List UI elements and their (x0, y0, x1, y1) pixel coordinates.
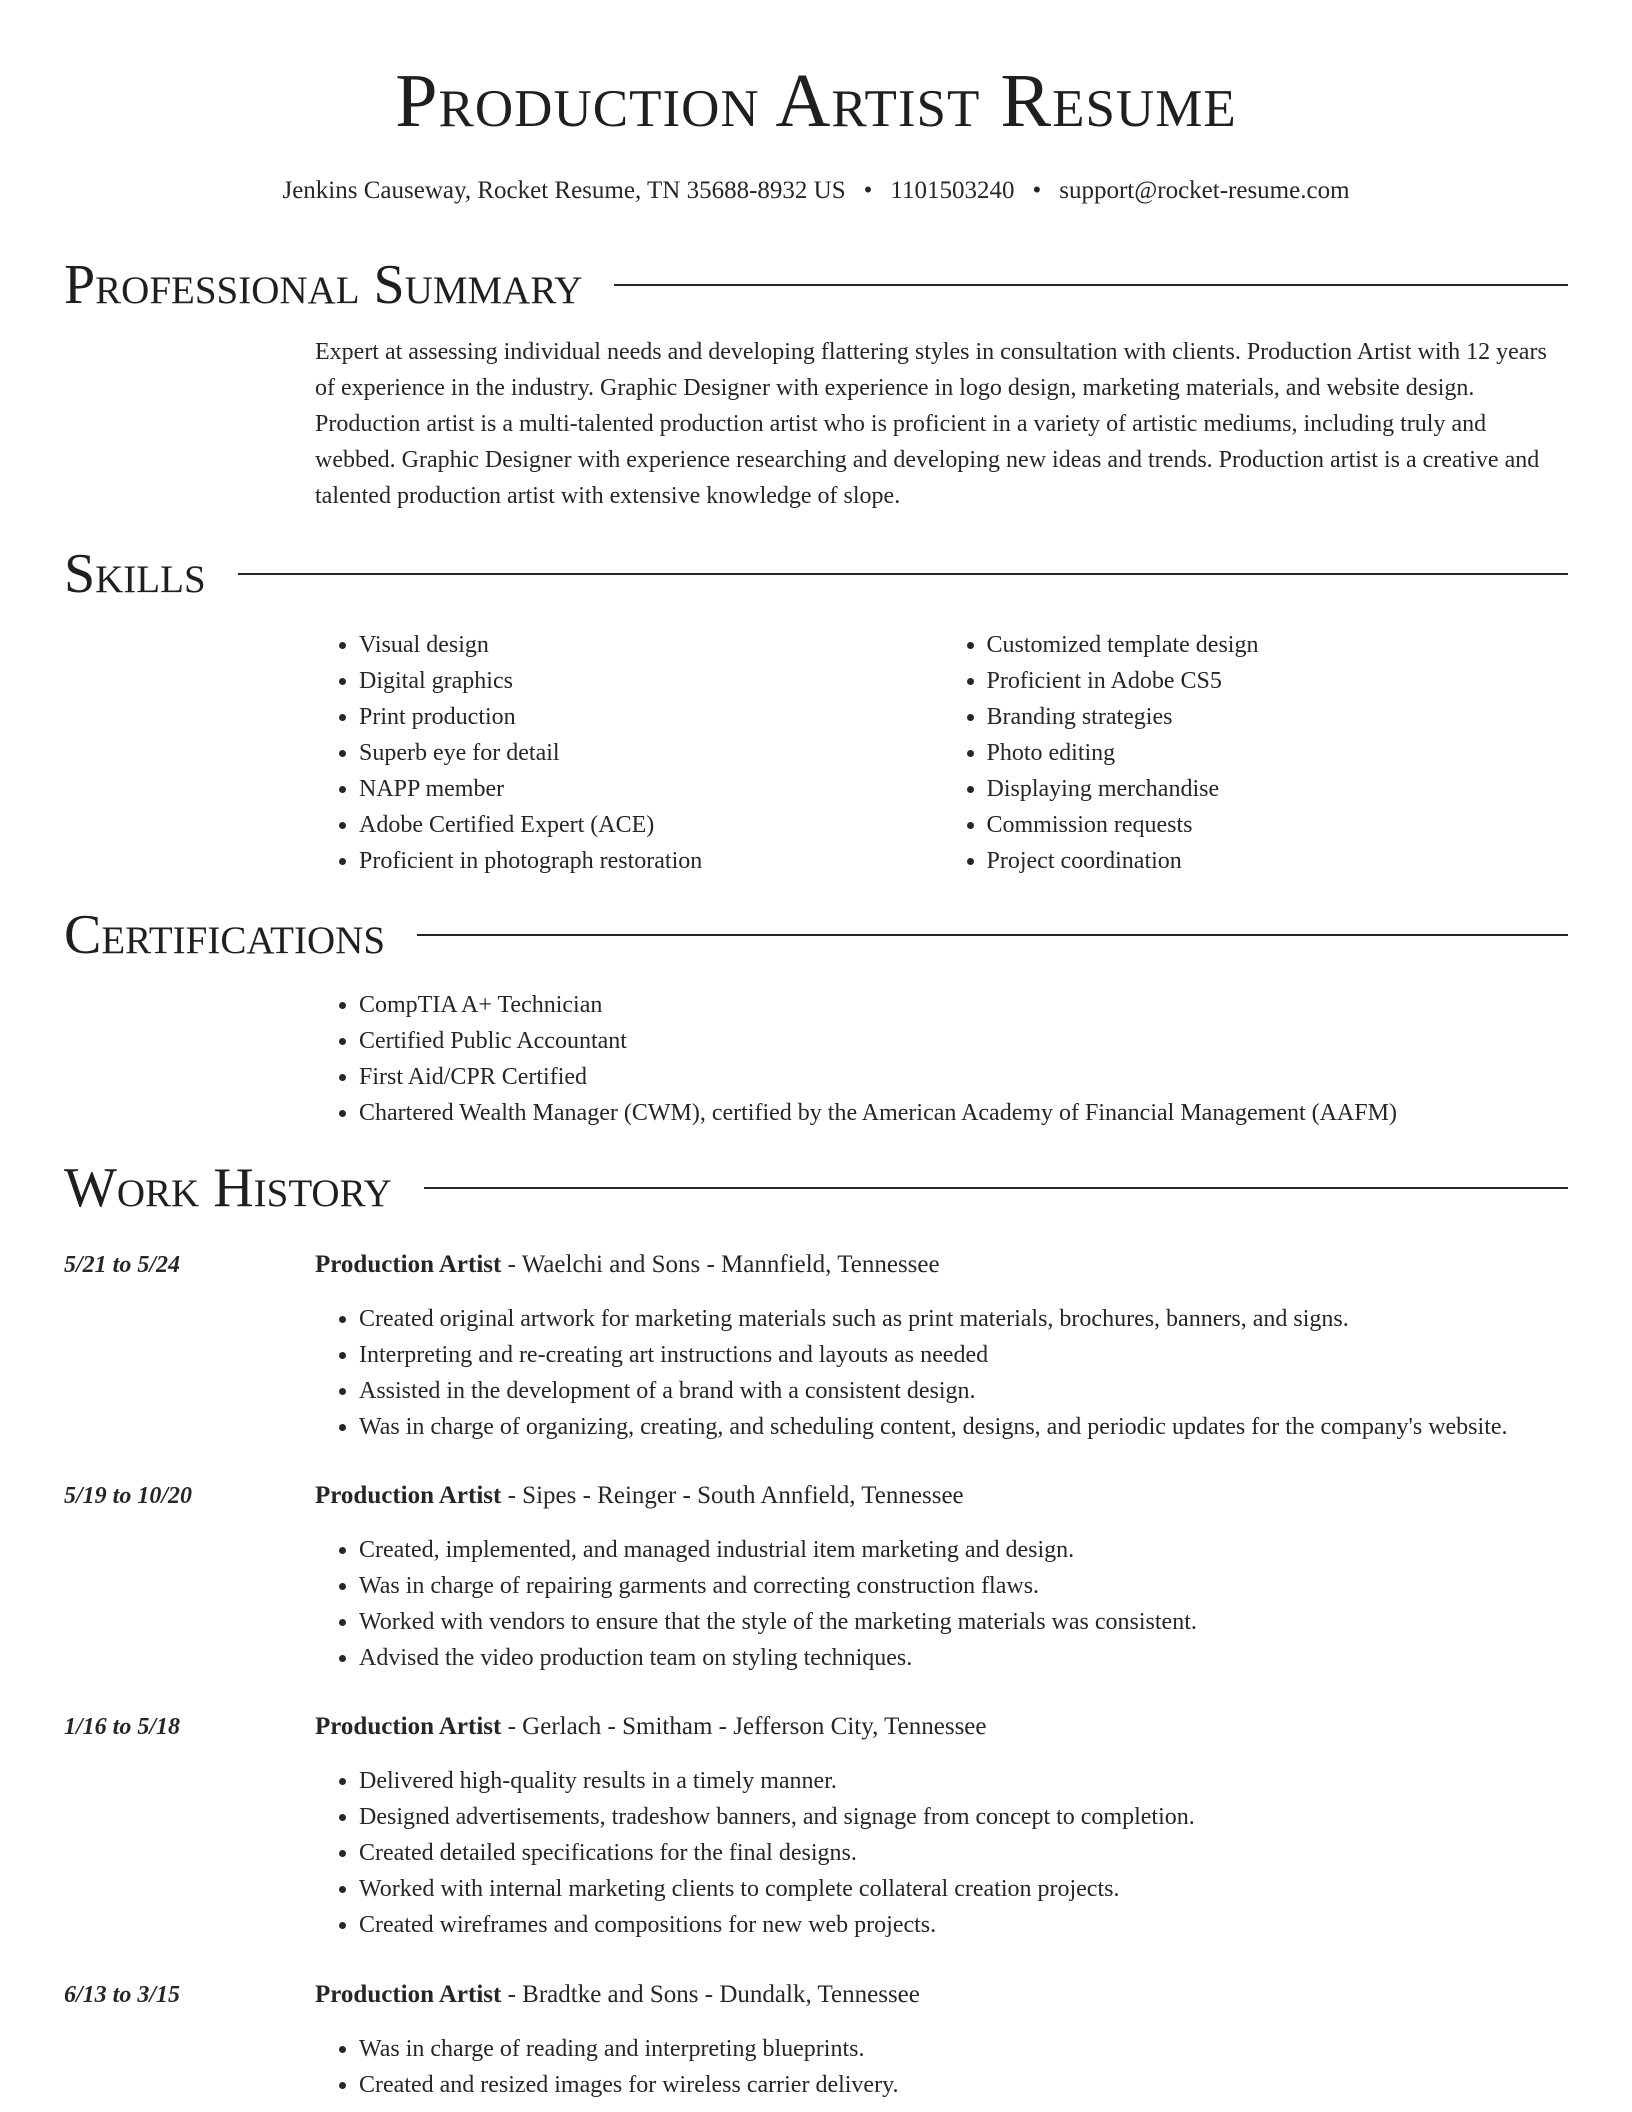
skill-item: • Photo editing (987, 735, 1571, 771)
work-dates: 1/16 to 5/18 (64, 1714, 181, 1740)
work-heading (315, 1709, 987, 1745)
job-employer: - Bradtke and Sons - Dundalk, Tennessee (501, 1981, 920, 2008)
job-employer: - Sipes - Reinger - South Annfield, Tennessee (501, 1482, 964, 1509)
duty-item: • Created wireframes and compositions for new web projects. (359, 1907, 1570, 1943)
certification-item: • CompTIA A+ Technician (359, 987, 1570, 1023)
skill-item: • Adobe Certified Expert (ACE) (359, 807, 943, 843)
work-dates: 5/19 to 10/20 (64, 1483, 193, 1509)
work-dates: 6/13 to 3/15 (64, 1982, 181, 2008)
section-divider (424, 1187, 1568, 1189)
certification-item: • Certified Public Accountant (359, 1023, 1570, 1059)
skill-item: • Branding strategies (987, 699, 1571, 735)
contact-line (0, 174, 1632, 208)
duty-item: • Worked with internal marketing clients to complete collateral creation projects. (359, 1871, 1570, 1907)
skills-column-right (943, 627, 1571, 879)
section-header-skills (64, 539, 1568, 609)
contact-separator: • (863, 177, 873, 204)
work-heading (315, 1977, 920, 2013)
duty-item: • Interpreting and re-creating art instructions and layouts as needed (359, 1337, 1570, 1373)
work-duties (315, 1532, 1570, 1676)
work-duties (315, 1763, 1570, 1943)
job-title: Production Artist (315, 1981, 502, 2008)
skill-item: • NAPP member (359, 771, 943, 807)
duty-item: • Was in charge of organizing, creating, and scheduling content, designs, and periodic updates for the company's website. (359, 1409, 1570, 1445)
duty-item: • Was in charge of repairing garments and correcting construction flaws. (359, 1568, 1570, 1604)
job-employer: - Gerlach - Smitham - Jefferson City, Tennessee (501, 1713, 987, 1740)
skill-item: • Commission requests (987, 807, 1571, 843)
section-title-certifications: Certifications (64, 904, 386, 966)
skills-list (315, 627, 1570, 879)
section-header-certifications (64, 900, 1568, 970)
certification-item: • First Aid/CPR Certified (359, 1059, 1570, 1095)
job-title: Production Artist (315, 1251, 502, 1278)
section-title-summary: Professional Summary (64, 254, 583, 316)
job-employer: - Waelchi and Sons - Mannfield, Tennessee (501, 1251, 940, 1278)
duty-item: • Advised the video production team on styling techniques. (359, 1640, 1570, 1676)
summary-text: Expert at assessing individual needs and developing flattering styles in consultation with clients. Production Artist with 12 years of experience in the industry. Graphic Designer with experience in logo design, marketing materials, and website design. Production artist is a multi-talented production artist who is proficient in a variety of artistic mediums, including truly and webbed. Graphic Designer with experience researching and developing new ideas and trends. Production artist is a creative and talented production artist with extensive knowledge of slope. (315, 339, 1547, 509)
work-heading (315, 1247, 940, 1283)
skill-item: • Project coordination (987, 843, 1571, 879)
contact-separator: • (1032, 177, 1042, 204)
duty-item: • Created detailed specifications for the final designs. (359, 1835, 1570, 1871)
section-title-work-history: Work History (64, 1157, 392, 1219)
duty-item: • Was in charge of reading and interpreting blueprints. (359, 2031, 1570, 2067)
duty-item: • Created, implemented, and managed industrial item marketing and design. (359, 1532, 1570, 1568)
contact-address: Jenkins Causeway, Rocket Resume, TN 35688-8932 US (282, 177, 846, 204)
work-heading (315, 1478, 964, 1514)
section-divider (614, 284, 1568, 286)
resume-title: Production Artist Resume (395, 59, 1237, 143)
skill-item: • Visual design (359, 627, 943, 663)
skill-item: • Displaying merchandise (987, 771, 1571, 807)
skill-item: • Digital graphics (359, 663, 943, 699)
work-dates: 5/21 to 5/24 (64, 1252, 181, 1278)
contact-email: support@rocket-resume.com (1059, 177, 1350, 204)
duty-item: • Assisted in the development of a brand with a consistent design. (359, 1373, 1570, 1409)
duty-item: • Delivered high-quality results in a timely manner. (359, 1763, 1570, 1799)
skill-item: • Proficient in photograph restoration (359, 843, 943, 879)
section-divider (238, 573, 1568, 575)
section-header-summary (64, 250, 1568, 320)
skill-item: • Superb eye for detail (359, 735, 943, 771)
work-duties (315, 1301, 1570, 1445)
job-title: Production Artist (315, 1713, 502, 1740)
job-title: Production Artist (315, 1482, 502, 1509)
skill-item: • Print production (359, 699, 943, 735)
section-divider (417, 934, 1568, 936)
certification-item: • Chartered Wealth Manager (CWM), certified by the American Academy of Financial Management (AAFM) (359, 1095, 1570, 1131)
contact-phone: 1101503240 (890, 177, 1015, 204)
duty-item: • Created and resized images for wireless carrier delivery. (359, 2067, 1570, 2103)
skill-item: • Customized template design (987, 627, 1571, 663)
duty-item: • Worked with vendors to ensure that the style of the marketing materials was consistent. (359, 1604, 1570, 1640)
certifications-list (315, 987, 1570, 1131)
skill-item: • Proficient in Adobe CS5 (987, 663, 1571, 699)
work-duties (315, 2031, 1570, 2103)
duty-item: • Created original artwork for marketing materials such as print materials, brochures, banners, and signs. (359, 1301, 1570, 1337)
section-title-skills: Skills (64, 543, 206, 605)
duty-item: • Designed advertisements, tradeshow banners, and signage from concept to completion. (359, 1799, 1570, 1835)
section-header-work-history (64, 1153, 1568, 1223)
skills-column-left (315, 627, 943, 879)
